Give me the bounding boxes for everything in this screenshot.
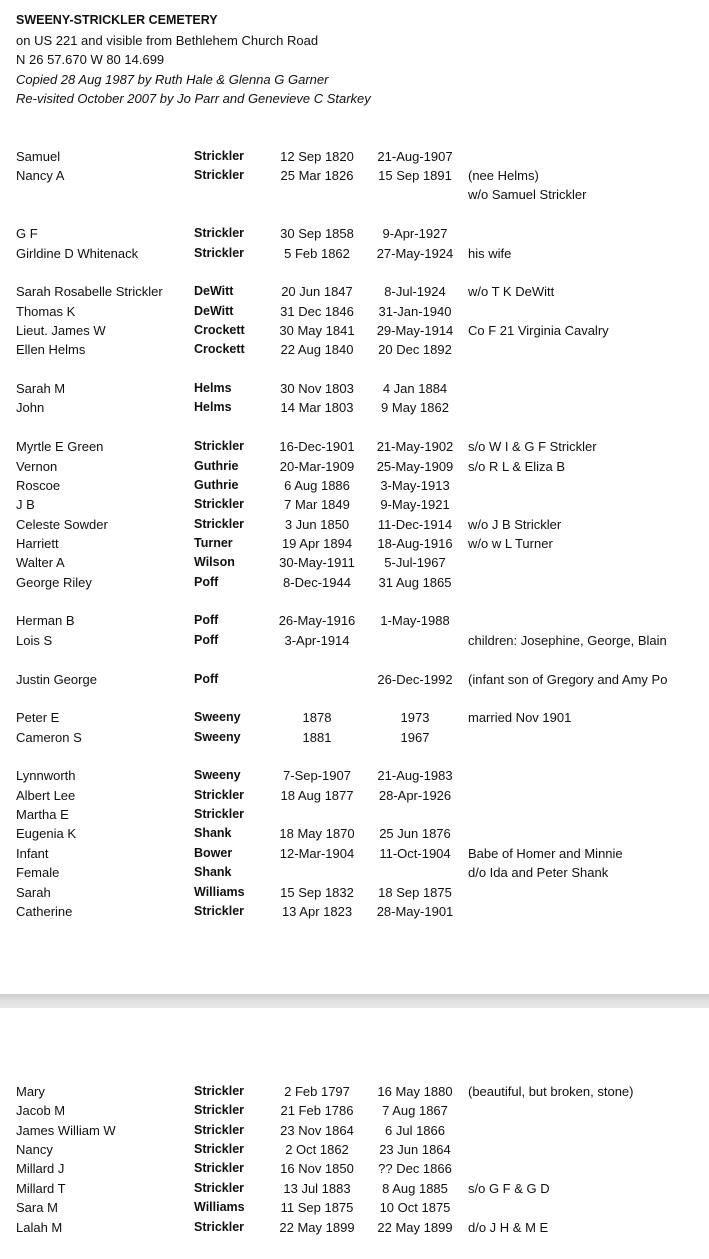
burial-row <box>0 321 709 341</box>
death-date: 15 Sep 1891 <box>378 168 452 183</box>
person-name: Myrtle E Green <box>16 439 104 454</box>
burial-row <box>0 495 709 515</box>
person-surname: Strickler <box>194 1103 245 1117</box>
death-date: 9-Apr-1927 <box>382 226 448 241</box>
burial-note: d/o J H & M E <box>468 1220 549 1235</box>
birth-date: 16 Nov 1850 <box>280 1161 354 1176</box>
birth-date: 15 Sep 1832 <box>280 885 354 900</box>
page-separator <box>0 994 709 1008</box>
death-date: 9-May-1921 <box>380 497 450 512</box>
burial-row <box>0 553 709 573</box>
person-name: Jacob M <box>16 1103 66 1118</box>
burial-row <box>0 1082 709 1102</box>
burial-row <box>0 844 709 864</box>
person-surname: Poff <box>194 633 219 647</box>
burial-row <box>0 282 709 302</box>
birth-date: 18 May 1870 <box>279 826 355 841</box>
person-name: Vernon <box>16 459 58 474</box>
burial-row <box>0 631 709 651</box>
person-surname: Strickler <box>194 517 245 531</box>
person-surname: DeWitt <box>194 284 234 298</box>
death-date: 31-Jan-1940 <box>378 304 452 319</box>
burial-note: s/o G F & G D <box>468 1181 550 1196</box>
burial-row <box>0 728 709 748</box>
burial-row <box>0 166 709 186</box>
birth-date: 26-May-1916 <box>278 613 356 628</box>
person-surname: Williams <box>194 1200 245 1214</box>
burial-note: d/o Ida and Peter Shank <box>468 865 609 880</box>
burial-row <box>0 1121 709 1141</box>
person-name: Albert Lee <box>16 788 76 803</box>
death-date: 5-Jul-1967 <box>384 555 446 570</box>
death-date: 25-May-1909 <box>376 459 454 474</box>
birth-date: 30 May 1841 <box>279 323 355 338</box>
birth-date: 12-Mar-1904 <box>279 846 355 861</box>
person-name: Thomas K <box>16 304 76 319</box>
burial-row <box>0 1101 709 1121</box>
death-date: 1967 <box>400 730 430 745</box>
burial-row <box>0 824 709 844</box>
death-date: 23 Jun 1864 <box>379 1142 451 1157</box>
burial-row <box>0 863 709 883</box>
death-date: 1-May-1988 <box>380 613 450 628</box>
person-surname: Turner <box>194 536 233 550</box>
person-surname: Strickler <box>194 497 245 511</box>
birth-date: 22 Aug 1840 <box>280 342 354 357</box>
person-surname: Sweeny <box>194 768 241 782</box>
birth-date: 13 Jul 1883 <box>283 1181 351 1196</box>
burial-note: w/o Samuel Strickler <box>468 187 587 202</box>
cemetery-title: SWEENY-STRICKLER CEMETERY <box>16 13 218 27</box>
person-name: Nancy A <box>16 168 65 183</box>
burial-row <box>0 1159 709 1179</box>
death-date: ?? Dec 1866 <box>378 1161 452 1176</box>
person-surname: Strickler <box>194 1220 245 1234</box>
person-surname: Helms <box>194 381 232 395</box>
birth-date: 20-Mar-1909 <box>279 459 355 474</box>
person-surname: Strickler <box>194 788 245 802</box>
burial-row <box>0 515 709 535</box>
person-surname: Poff <box>194 613 219 627</box>
birth-date: 12 Sep 1820 <box>280 149 354 164</box>
death-date: 8 Aug 1885 <box>382 1181 448 1196</box>
person-name: James William W <box>16 1123 116 1138</box>
burial-row <box>0 185 709 205</box>
person-surname: Strickler <box>194 1181 245 1195</box>
burial-row <box>0 457 709 477</box>
burial-row <box>0 573 709 593</box>
death-date: 18-Aug-1916 <box>377 536 453 551</box>
copied-note: Copied 28 Aug 1987 by Ruth Hale & Glenna G Garner <box>16 71 329 87</box>
birth-date: 5 Feb 1862 <box>284 246 350 261</box>
person-name: Lois S <box>16 633 53 648</box>
death-date: 25 Jun 1876 <box>379 826 451 841</box>
burial-note: w/o J B Strickler <box>468 517 562 532</box>
burial-note: s/o W I & G F Strickler <box>468 439 597 454</box>
burial-note: w/o T K DeWitt <box>468 284 555 299</box>
person-name: J B <box>16 497 35 512</box>
person-surname: Sweeny <box>194 710 241 724</box>
person-name: Lalah M <box>16 1220 63 1235</box>
birth-date: 18 Aug 1877 <box>280 788 354 803</box>
person-name: Walter A <box>16 555 65 570</box>
death-date: 27-May-1924 <box>376 246 454 261</box>
burial-row <box>0 224 709 244</box>
death-date: 21-May-1902 <box>376 439 454 454</box>
birth-date: 23 Nov 1864 <box>280 1123 354 1138</box>
person-surname: Strickler <box>194 149 245 163</box>
person-name: Sarah M <box>16 381 66 396</box>
burial-note: (beautiful, but broken, stone) <box>468 1084 634 1099</box>
death-date: 21-Aug-1983 <box>377 768 453 783</box>
document-page-2 <box>0 1008 709 1259</box>
person-name: Lieut. James W <box>16 323 106 338</box>
death-date: 16 May 1880 <box>377 1084 453 1099</box>
person-name: Harriett <box>16 536 59 551</box>
burial-row <box>0 766 709 786</box>
death-date: 8-Jul-1924 <box>384 284 446 299</box>
person-name: Justin George <box>16 672 97 687</box>
person-name: Mary <box>16 1084 45 1099</box>
burial-note: s/o R L & Eliza B <box>468 459 566 474</box>
birth-date: 8-Dec-1944 <box>283 575 351 590</box>
burial-row <box>0 147 709 167</box>
death-date: 9 May 1862 <box>381 400 449 415</box>
death-date: 22 May 1899 <box>377 1220 453 1235</box>
person-surname: Shank <box>194 865 232 879</box>
death-date: 3-May-1913 <box>380 478 450 493</box>
burial-note: his wife <box>468 246 512 261</box>
person-name: Cameron S <box>16 730 82 745</box>
burial-note: Co F 21 Virginia Cavalry <box>468 323 609 338</box>
death-date: 21-Aug-1907 <box>377 149 453 164</box>
birth-date: 2 Feb 1797 <box>284 1084 350 1099</box>
burial-row <box>0 244 709 264</box>
burial-row <box>0 1198 709 1218</box>
person-name: Sarah <box>16 885 51 900</box>
death-date: 31 Aug 1865 <box>378 575 452 590</box>
birth-date: 1881 <box>302 730 332 745</box>
birth-date: 3 Jun 1850 <box>284 517 350 532</box>
person-surname: Strickler <box>194 1084 245 1098</box>
burial-row <box>0 398 709 418</box>
person-surname: Shank <box>194 826 232 840</box>
person-name: Eugenia K <box>16 826 76 841</box>
birth-date: 11 Sep 1875 <box>280 1200 354 1215</box>
burial-row <box>0 670 709 690</box>
person-name: Martha E <box>16 807 69 822</box>
birth-date: 30 Sep 1858 <box>280 226 354 241</box>
birth-date: 7 Mar 1849 <box>284 497 350 512</box>
person-surname: Poff <box>194 672 219 686</box>
birth-date: 14 Mar 1803 <box>280 400 354 415</box>
birth-date: 7-Sep-1907 <box>283 768 351 783</box>
person-surname: Bower <box>194 846 233 860</box>
person-surname: Crockett <box>194 323 245 337</box>
person-surname: Strickler <box>194 807 245 821</box>
person-surname: Strickler <box>194 1123 245 1137</box>
birth-date: 22 May 1899 <box>279 1220 355 1235</box>
burial-row <box>0 534 709 554</box>
birth-date: 25 Mar 1826 <box>280 168 354 183</box>
cemetery-header <box>16 11 371 109</box>
death-date: 4 Jan 1884 <box>382 381 448 396</box>
person-name: Ellen Helms <box>16 342 86 357</box>
person-name: Roscoe <box>16 478 61 493</box>
person-name: Infant <box>16 846 49 861</box>
person-surname: Guthrie <box>194 478 239 492</box>
person-surname: Poff <box>194 575 219 589</box>
person-name: Millard J <box>16 1161 65 1176</box>
death-date: 18 Sep 1875 <box>378 885 452 900</box>
birth-date: 30 Nov 1803 <box>280 381 354 396</box>
burial-row <box>0 379 709 399</box>
burial-note: married Nov 1901 <box>468 710 572 725</box>
cemetery-location: on US 221 and visible from Bethlehem Church Road <box>16 32 319 48</box>
person-surname: Strickler <box>194 439 245 453</box>
person-surname: Crockett <box>194 342 245 356</box>
burial-note: w/o w L Turner <box>468 536 553 551</box>
person-surname: Strickler <box>194 168 245 182</box>
person-name: Millard T <box>16 1181 66 1196</box>
burial-note: (infant son of Gregory and Amy Po <box>468 672 668 687</box>
birth-date: 31 Dec 1846 <box>280 304 354 319</box>
burial-row <box>0 883 709 903</box>
death-date: 1973 <box>400 710 430 725</box>
person-surname: Guthrie <box>194 459 239 473</box>
person-name: Nancy <box>16 1142 53 1157</box>
burial-row <box>0 805 709 825</box>
person-surname: DeWitt <box>194 304 234 318</box>
birth-date: 3-Apr-1914 <box>284 633 350 648</box>
person-name: George Riley <box>16 575 92 590</box>
revisited-note: Re-visited October 2007 by Jo Parr and Genevieve C Starkey <box>16 91 371 106</box>
person-name: G F <box>16 226 38 241</box>
cemetery-coordinates: N 26 57.670 W 80 14.699 <box>16 52 165 67</box>
burial-row <box>0 340 709 360</box>
death-date: 11-Dec-1914 <box>377 517 453 532</box>
death-date: 26-Dec-1992 <box>377 672 453 687</box>
birth-date: 20 Jun 1847 <box>281 284 353 299</box>
death-date: 29-May-1914 <box>376 323 454 338</box>
burial-row <box>0 437 709 457</box>
person-surname: Williams <box>194 885 245 899</box>
person-name: Sara M <box>16 1200 58 1215</box>
burial-row <box>0 902 709 922</box>
birth-date: 6 Aug 1886 <box>284 478 350 493</box>
person-surname: Strickler <box>194 1161 245 1175</box>
burial-row <box>0 708 709 728</box>
burial-row <box>0 1179 709 1199</box>
birth-date: 13 Apr 1823 <box>281 904 353 919</box>
person-name: Samuel <box>16 149 61 164</box>
birth-date: 16-Dec-1901 <box>279 439 355 454</box>
person-name: Catherine <box>16 904 73 919</box>
person-surname: Sweeny <box>194 730 241 744</box>
birth-date: 2 Oct 1862 <box>285 1142 349 1157</box>
death-date: 7 Aug 1867 <box>382 1103 448 1118</box>
birth-date: 1878 <box>302 710 332 725</box>
person-name: Girldine D Whitenack <box>16 246 139 261</box>
death-date: 10 Oct 1875 <box>379 1200 451 1215</box>
person-name: John <box>16 400 45 415</box>
death-date: 11-Oct-1904 <box>379 846 451 861</box>
burial-row <box>0 786 709 806</box>
person-name: Peter E <box>16 710 60 725</box>
person-name: Female <box>16 865 60 880</box>
death-date: 28-May-1901 <box>376 904 454 919</box>
burial-row <box>0 1218 709 1238</box>
burial-row <box>0 302 709 322</box>
person-name: Herman B <box>16 613 75 628</box>
burial-note: Babe of Homer and Minnie <box>468 846 623 861</box>
person-surname: Strickler <box>194 904 245 918</box>
death-date: 28-Apr-1926 <box>378 788 452 803</box>
person-name: Celeste Sowder <box>16 517 108 532</box>
person-surname: Strickler <box>194 246 245 260</box>
person-surname: Wilson <box>194 555 235 569</box>
burial-row <box>0 1140 709 1160</box>
person-surname: Strickler <box>194 226 245 240</box>
burial-note: children: Josephine, George, Blain <box>468 633 667 648</box>
birth-date: 21 Feb 1786 <box>280 1103 354 1118</box>
death-date: 6 Jul 1866 <box>385 1123 445 1138</box>
person-name: Lynnworth <box>16 768 76 783</box>
burial-row <box>0 611 709 631</box>
person-name: Sarah Rosabelle Strickler <box>16 284 163 299</box>
birth-date: 30-May-1911 <box>279 555 355 570</box>
death-date: 20 Dec 1892 <box>378 342 452 357</box>
birth-date: 19 Apr 1894 <box>281 536 353 551</box>
person-surname: Helms <box>194 400 232 414</box>
person-surname: Strickler <box>194 1142 245 1156</box>
burial-row <box>0 476 709 496</box>
burial-note: (nee Helms) <box>468 168 539 183</box>
